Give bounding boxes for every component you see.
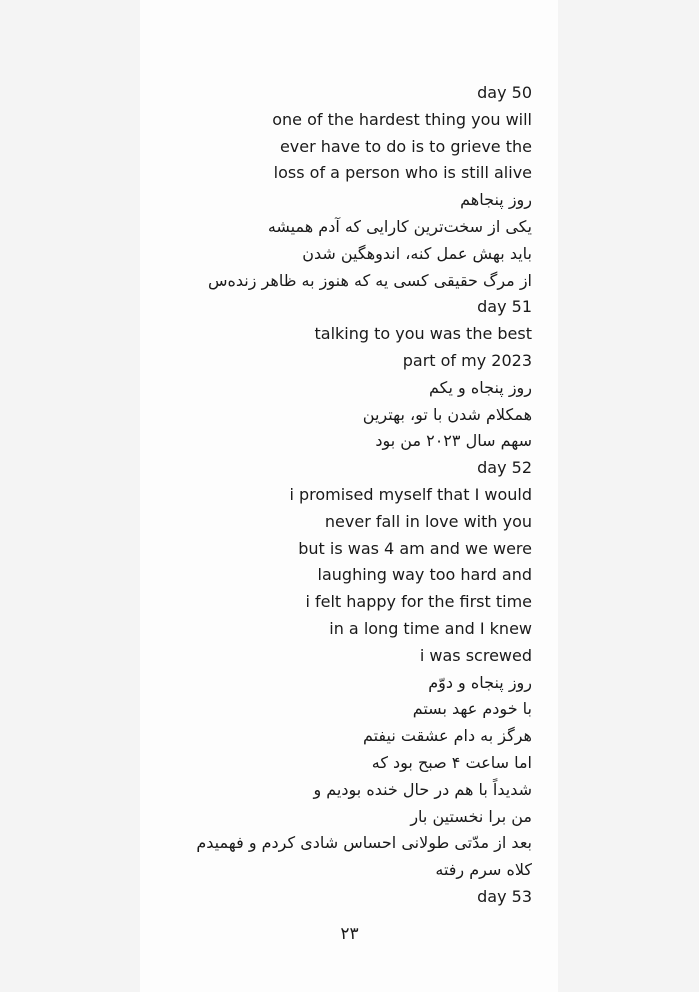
text-line: بعد از مدّتی طولانی احساس شادی کردم و فهمیدم xyxy=(196,833,532,853)
text-line: but is was 4 am and we were xyxy=(298,538,532,558)
text-line: باید بهش عمل کنه، اندوهگین شدن xyxy=(302,243,532,263)
text-line: کلاه سرم رفته xyxy=(435,860,532,880)
text-line: i promised myself that I would xyxy=(289,484,532,504)
text-line: day 50 xyxy=(477,83,532,102)
text-line: سهم سال ۲۰۲۳ من بود xyxy=(375,431,532,451)
page-number: ۲۳ xyxy=(340,924,359,944)
text-line: one of the hardest thing you will xyxy=(272,109,532,129)
text-line: شدیداً با هم در حال خنده بودیم و xyxy=(313,779,532,799)
text-line: talking to you was the best xyxy=(314,324,532,344)
text-line: ever have to do is to grieve the xyxy=(279,136,532,156)
text-line: part of my 2023 xyxy=(402,350,532,370)
text-line: روز پنجاه و دوّم xyxy=(428,672,532,692)
text-line: day 51 xyxy=(477,297,532,317)
text-line: من برا نخستین بار xyxy=(410,806,532,826)
text-line: هرگز به دام عشقت نیفتم xyxy=(362,726,532,746)
text-line: روز پنجاهم xyxy=(460,190,532,210)
text-line: day 53 xyxy=(477,886,532,906)
text-line: day 52 xyxy=(477,458,532,478)
text-line: از مرگ حقیقی کسی یه که هنوز به ظاهر زنده‌س xyxy=(207,270,532,290)
text-line: never fall in love with you xyxy=(324,511,532,531)
text-line: همکلام شدن با تو، بهترین xyxy=(362,404,532,424)
text-line: in a long time and I knew xyxy=(329,618,532,638)
text-line: i was screwed xyxy=(419,645,532,665)
text-line: i felt happy for the first time xyxy=(305,592,532,612)
text-line: یکی از سخت‌ترین کارایی که آدم همیشه xyxy=(267,216,532,236)
text-line: روز پنجاه و یکم xyxy=(429,377,532,397)
text-line: با خودم عهد بستم xyxy=(412,699,532,719)
text-line: اما ساعت ۴ صبح بود که xyxy=(371,752,532,772)
page-text xyxy=(0,80,699,911)
text-line: loss of a person who is still alive xyxy=(273,163,532,183)
text-line: laughing way too hard and xyxy=(317,565,532,585)
